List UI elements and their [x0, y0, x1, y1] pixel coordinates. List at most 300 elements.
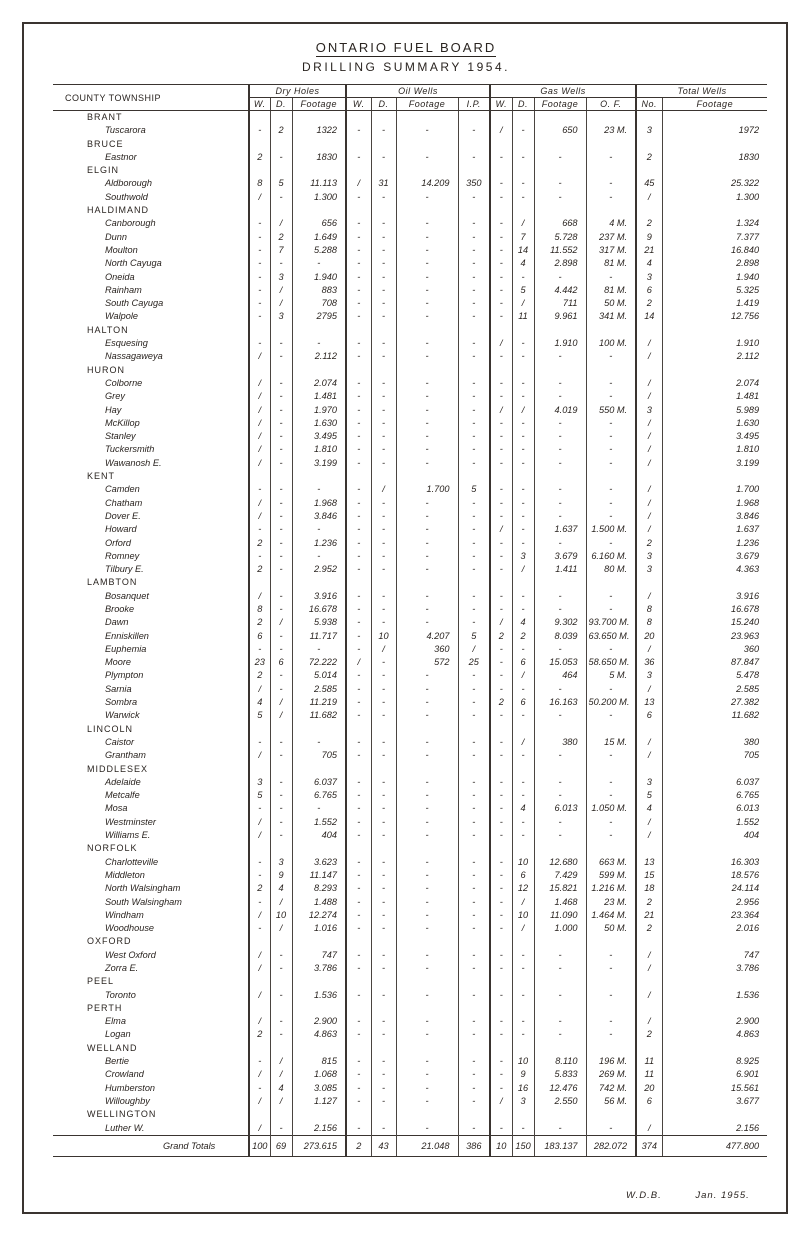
value-cell: -	[586, 390, 636, 403]
county-name: WELLAND	[87, 1042, 138, 1053]
table-row	[53, 1015, 767, 1028]
value-cell: -	[512, 603, 534, 616]
value-cell: -	[396, 377, 458, 390]
value-cell: -	[346, 683, 371, 696]
value-cell: /	[249, 949, 270, 962]
value-cell: -	[586, 590, 636, 603]
grand-total-cell: 43	[371, 1135, 396, 1156]
grand-total-cell: 150	[512, 1135, 534, 1156]
value-cell: -	[512, 1028, 534, 1041]
empty-cell	[346, 111, 371, 125]
value-cell: -	[396, 736, 458, 749]
value-cell: -	[396, 271, 458, 284]
empty-cell	[371, 763, 396, 776]
empty-cell	[662, 1108, 767, 1121]
value-cell: -	[490, 457, 512, 470]
value-cell: -	[346, 1082, 371, 1095]
township-name: South Walsingham	[105, 896, 182, 907]
township-name: Willoughby	[105, 1095, 150, 1106]
value-cell: 16	[512, 1082, 534, 1095]
empty-cell	[636, 204, 662, 217]
value-cell: -	[371, 390, 396, 403]
table-row	[53, 829, 767, 842]
empty-cell	[458, 111, 490, 125]
value-cell: -	[346, 922, 371, 935]
value-cell: 5	[512, 284, 534, 297]
empty-cell	[270, 1108, 292, 1121]
empty-cell	[586, 164, 636, 177]
value-cell: /	[636, 989, 662, 1002]
value-cell: 1.968	[292, 497, 346, 510]
value-cell: -	[490, 310, 512, 323]
value-cell: -	[396, 563, 458, 576]
value-cell: -	[586, 430, 636, 443]
value-cell: 16.840	[662, 244, 767, 257]
value-cell: -	[458, 829, 490, 842]
empty-cell	[512, 1108, 534, 1121]
table-row	[53, 417, 767, 430]
header-col: W.	[249, 98, 270, 111]
empty-cell	[270, 324, 292, 337]
value-cell: 2	[249, 669, 270, 682]
value-cell: /	[490, 337, 512, 350]
value-cell: -	[249, 1055, 270, 1068]
value-cell: -	[458, 709, 490, 722]
empty-cell	[512, 164, 534, 177]
empty-cell	[396, 324, 458, 337]
value-cell: -	[396, 603, 458, 616]
empty-cell	[512, 111, 534, 125]
value-cell: -	[534, 417, 586, 430]
value-cell: -	[458, 869, 490, 882]
value-cell: -	[346, 962, 371, 975]
empty-cell	[249, 1002, 270, 1015]
value-cell: -	[346, 417, 371, 430]
value-cell: /	[270, 616, 292, 629]
value-cell: 5.989	[662, 404, 767, 417]
empty-cell	[458, 138, 490, 151]
value-cell: -	[512, 483, 534, 496]
value-cell: /	[249, 909, 270, 922]
value-cell: 3	[636, 124, 662, 137]
value-cell: -	[346, 816, 371, 829]
value-cell: /	[512, 922, 534, 935]
table-row	[53, 191, 767, 204]
value-cell: 6.013	[534, 802, 586, 815]
value-cell: -	[346, 1122, 371, 1136]
empty-cell	[292, 204, 346, 217]
empty-cell	[396, 576, 458, 589]
value-cell: -	[490, 736, 512, 749]
empty-cell	[249, 204, 270, 217]
value-cell: -	[346, 310, 371, 323]
value-cell: /	[636, 191, 662, 204]
county-row	[53, 763, 767, 776]
value-cell: 3.846	[662, 510, 767, 523]
township-name: Tuscarora	[105, 125, 146, 136]
value-cell: 13	[636, 856, 662, 869]
empty-cell	[396, 204, 458, 217]
value-cell: 3.677	[662, 1095, 767, 1108]
value-cell: -	[490, 377, 512, 390]
value-cell: /	[636, 1015, 662, 1028]
value-cell: -	[512, 1015, 534, 1028]
value-cell: -	[270, 989, 292, 1002]
value-cell: 2.112	[662, 350, 767, 363]
value-cell: -	[346, 989, 371, 1002]
value-cell: -	[490, 869, 512, 882]
value-cell: /	[270, 696, 292, 709]
empty-cell	[586, 1108, 636, 1121]
value-cell: -	[512, 457, 534, 470]
empty-cell	[490, 723, 512, 736]
empty-cell	[270, 723, 292, 736]
value-cell: /	[249, 989, 270, 1002]
value-cell: /	[636, 749, 662, 762]
empty-cell	[458, 1108, 490, 1121]
county-row	[53, 1108, 767, 1121]
value-cell: -	[371, 510, 396, 523]
county-name: LAMBTON	[87, 577, 138, 588]
value-cell: 1.536	[292, 989, 346, 1002]
value-cell: 8	[249, 603, 270, 616]
value-cell: 1.216 M.	[586, 882, 636, 895]
value-cell: -	[396, 417, 458, 430]
empty-cell	[371, 164, 396, 177]
grand-total-cell: 2	[346, 1135, 371, 1156]
value-cell: -	[396, 789, 458, 802]
value-cell: -	[346, 630, 371, 643]
empty-cell	[371, 842, 396, 855]
value-cell: -	[396, 550, 458, 563]
empty-cell	[346, 324, 371, 337]
value-cell: 8.293	[292, 882, 346, 895]
empty-cell	[292, 723, 346, 736]
grand-total-cell: 273.615	[292, 1135, 346, 1156]
value-cell: -	[346, 909, 371, 922]
value-cell: /	[636, 816, 662, 829]
value-cell: /	[270, 297, 292, 310]
value-cell: -	[371, 310, 396, 323]
header-col: Footage	[662, 98, 767, 111]
empty-cell	[371, 935, 396, 948]
value-cell: -	[396, 297, 458, 310]
value-cell: 1.464 M.	[586, 909, 636, 922]
value-cell: /	[636, 457, 662, 470]
township-name: Moulton	[105, 244, 138, 255]
value-cell: 464	[534, 669, 586, 682]
value-cell: -	[346, 124, 371, 137]
value-cell: -	[458, 896, 490, 909]
value-cell: 4	[270, 1082, 292, 1095]
grand-total-cell: 100	[249, 1135, 270, 1156]
value-cell: 656	[292, 217, 346, 230]
value-cell: 11.717	[292, 630, 346, 643]
empty-cell	[490, 164, 512, 177]
value-cell: -	[534, 989, 586, 1002]
table-row	[53, 297, 767, 310]
empty-cell	[512, 763, 534, 776]
value-cell: -	[458, 909, 490, 922]
value-cell: -	[458, 404, 490, 417]
township-name: Eastnor	[105, 151, 137, 162]
township-name: North Cayuga	[105, 258, 162, 269]
value-cell: 6	[636, 284, 662, 297]
value-cell: /	[249, 377, 270, 390]
value-cell: -	[458, 430, 490, 443]
empty-cell	[636, 1002, 662, 1015]
county-row	[53, 576, 767, 589]
table-row	[53, 337, 767, 350]
value-cell: -	[346, 550, 371, 563]
table-row	[53, 497, 767, 510]
value-cell: -	[512, 683, 534, 696]
value-cell: -	[458, 297, 490, 310]
value-cell: 3	[636, 563, 662, 576]
value-cell: -	[396, 909, 458, 922]
table-row	[53, 350, 767, 363]
value-cell: -	[396, 896, 458, 909]
value-cell: -	[396, 1055, 458, 1068]
table-row	[53, 909, 767, 922]
value-cell: -	[371, 417, 396, 430]
empty-cell	[512, 470, 534, 483]
value-cell: -	[346, 271, 371, 284]
value-cell: -	[586, 457, 636, 470]
value-cell: 25	[458, 656, 490, 669]
value-cell: -	[512, 390, 534, 403]
empty-cell	[270, 1042, 292, 1055]
value-cell: -	[346, 483, 371, 496]
value-cell: -	[396, 124, 458, 137]
value-cell: 15.053	[534, 656, 586, 669]
value-cell: /	[490, 523, 512, 536]
empty-cell	[371, 975, 396, 988]
value-cell: -	[458, 989, 490, 1002]
value-cell: 3.679	[534, 550, 586, 563]
value-cell: /	[636, 949, 662, 962]
value-cell: 80 M.	[586, 563, 636, 576]
value-cell: 12.476	[534, 1082, 586, 1095]
county-name: OXFORD	[87, 936, 132, 947]
township-name: Bertie	[105, 1056, 130, 1067]
empty-cell	[490, 576, 512, 589]
value-cell: -	[512, 962, 534, 975]
value-cell: -	[396, 802, 458, 815]
value-cell: -	[586, 603, 636, 616]
value-cell: 11.552	[534, 244, 586, 257]
value-cell: -	[371, 124, 396, 137]
value-cell: 10	[371, 630, 396, 643]
empty-cell	[270, 935, 292, 948]
value-cell: -	[249, 297, 270, 310]
empty-cell	[371, 1002, 396, 1015]
value-cell: -	[458, 922, 490, 935]
value-cell: -	[249, 284, 270, 297]
value-cell: -	[346, 443, 371, 456]
value-cell: -	[458, 457, 490, 470]
value-cell: 1.940	[292, 271, 346, 284]
value-cell: -	[534, 1122, 586, 1136]
value-cell: 3	[512, 1095, 534, 1108]
empty-cell	[292, 842, 346, 855]
value-cell: -	[346, 1015, 371, 1028]
grand-total-cell: 282.072	[586, 1135, 636, 1156]
value-cell: 2	[636, 896, 662, 909]
value-cell: -	[586, 417, 636, 430]
header-total-wells: Total Wells	[636, 85, 767, 98]
value-cell: -	[512, 776, 534, 789]
table-row	[53, 749, 767, 762]
grand-total-cell: 69	[270, 1135, 292, 1156]
empty-cell	[249, 1042, 270, 1055]
value-cell: 3.846	[292, 510, 346, 523]
empty-cell	[396, 975, 458, 988]
value-cell: -	[512, 816, 534, 829]
value-cell: /	[249, 510, 270, 523]
value-cell: -	[396, 1028, 458, 1041]
value-cell: /	[636, 430, 662, 443]
value-cell: -	[586, 177, 636, 190]
value-cell: 18.576	[662, 869, 767, 882]
empty-cell	[662, 1002, 767, 1015]
value-cell: 1.552	[662, 816, 767, 829]
value-cell: -	[270, 417, 292, 430]
value-cell: -	[346, 1095, 371, 1108]
value-cell: 4	[270, 882, 292, 895]
empty-cell	[346, 723, 371, 736]
empty-cell	[512, 842, 534, 855]
empty-cell	[586, 576, 636, 589]
township-name: Caistor	[105, 736, 135, 747]
value-cell: -	[534, 510, 586, 523]
empty-cell	[490, 935, 512, 948]
value-cell: 6	[512, 696, 534, 709]
value-cell: -	[458, 776, 490, 789]
county-row	[53, 935, 767, 948]
value-cell: -	[270, 151, 292, 164]
value-cell: -	[586, 271, 636, 284]
empty-cell	[636, 324, 662, 337]
value-cell: -	[270, 537, 292, 550]
value-cell: -	[346, 776, 371, 789]
value-cell: -	[458, 337, 490, 350]
value-cell: 360	[396, 643, 458, 656]
value-cell: -	[512, 510, 534, 523]
township-name: Sombra	[105, 697, 138, 708]
value-cell: -	[534, 443, 586, 456]
empty-cell	[512, 324, 534, 337]
value-cell: -	[371, 563, 396, 576]
empty-cell	[534, 763, 586, 776]
value-cell: 12	[512, 882, 534, 895]
empty-cell	[636, 842, 662, 855]
value-cell: /	[249, 350, 270, 363]
value-cell: 747	[662, 949, 767, 962]
value-cell: -	[490, 683, 512, 696]
value-cell: -	[292, 483, 346, 496]
empty-cell	[371, 723, 396, 736]
value-cell: -	[249, 231, 270, 244]
township-name: Adelaide	[105, 776, 141, 787]
value-cell: -	[396, 1068, 458, 1081]
value-cell: 550 M.	[586, 404, 636, 417]
township-name: Tilbury E.	[105, 564, 144, 575]
value-cell: 6	[512, 869, 534, 882]
township-name: Westminster	[105, 816, 156, 827]
value-cell: /	[249, 443, 270, 456]
value-cell: 5.938	[292, 616, 346, 629]
empty-cell	[346, 1002, 371, 1015]
value-cell: 10	[512, 909, 534, 922]
value-cell: 3.495	[292, 430, 346, 443]
value-cell: 11.219	[292, 696, 346, 709]
empty-cell	[371, 204, 396, 217]
township-name: Dover E.	[105, 510, 141, 521]
value-cell: -	[490, 829, 512, 842]
value-cell: 16.303	[662, 856, 767, 869]
value-cell: -	[458, 802, 490, 815]
value-cell: -	[270, 1015, 292, 1028]
value-cell: 11.147	[292, 869, 346, 882]
value-cell: -	[346, 696, 371, 709]
value-cell: 2	[490, 696, 512, 709]
value-cell: 2.074	[292, 377, 346, 390]
township-name: Elma	[105, 1016, 126, 1027]
signature-initials: W.D.B.	[626, 1190, 662, 1201]
value-cell: -	[458, 1055, 490, 1068]
county-row	[53, 1042, 767, 1055]
value-cell: /	[636, 337, 662, 350]
value-cell: 7	[512, 231, 534, 244]
empty-cell	[636, 1042, 662, 1055]
table-row	[53, 656, 767, 669]
empty-cell	[534, 842, 586, 855]
value-cell: -	[490, 776, 512, 789]
value-cell: 4.442	[534, 284, 586, 297]
value-cell: 3	[270, 271, 292, 284]
value-cell: 11	[512, 310, 534, 323]
table-row	[53, 643, 767, 656]
value-cell: -	[371, 244, 396, 257]
empty-cell	[490, 470, 512, 483]
value-cell: -	[490, 896, 512, 909]
value-cell: -	[490, 177, 512, 190]
empty-cell	[371, 111, 396, 125]
table-row	[53, 630, 767, 643]
value-cell: /	[270, 284, 292, 297]
table-row	[53, 776, 767, 789]
value-cell: 56 M.	[586, 1095, 636, 1108]
empty-cell	[346, 842, 371, 855]
page-subtitle: DRILLING SUMMARY 1954.	[302, 60, 510, 74]
value-cell: -	[458, 590, 490, 603]
value-cell: -	[270, 1028, 292, 1041]
value-cell: -	[490, 217, 512, 230]
value-cell: -	[490, 417, 512, 430]
value-cell: -	[371, 922, 396, 935]
table-row	[53, 736, 767, 749]
value-cell: 668	[534, 217, 586, 230]
value-cell: 23.364	[662, 909, 767, 922]
value-cell: 3	[636, 550, 662, 563]
table-row	[53, 603, 767, 616]
empty-cell	[249, 763, 270, 776]
empty-cell	[458, 576, 490, 589]
value-cell: -	[396, 257, 458, 270]
value-cell: 650	[534, 124, 586, 137]
value-cell: 27.382	[662, 696, 767, 709]
